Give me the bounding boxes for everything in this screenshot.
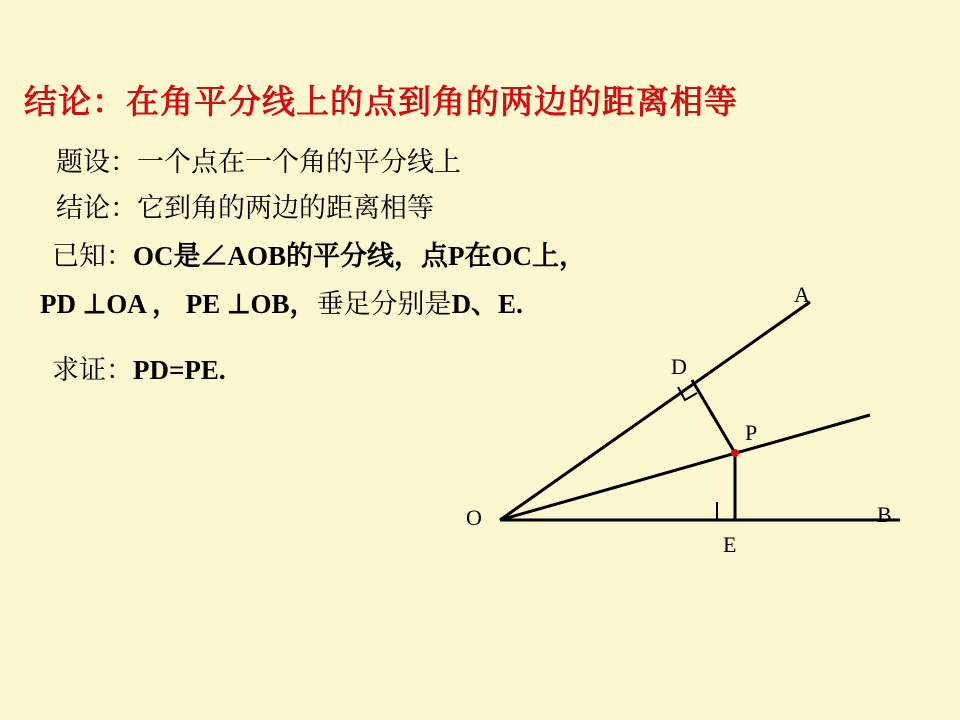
given-body: OC是∠AOB的平分线，点P在OC上， bbox=[133, 241, 587, 271]
ray-oa bbox=[500, 302, 810, 520]
label-b: B bbox=[877, 502, 892, 527]
label-p: P bbox=[745, 420, 758, 445]
given-foot-label: 垂足分别是 bbox=[316, 289, 452, 320]
text-line-prove bbox=[52, 348, 226, 387]
right-angle-mark-e bbox=[717, 502, 735, 520]
geometry-svg bbox=[440, 270, 940, 570]
prove-label: 求证： bbox=[52, 355, 133, 386]
given-foot-points: D、E. bbox=[451, 289, 523, 319]
ray-oc-bisector bbox=[500, 415, 870, 520]
given-perpendiculars: PD ⊥OA ， PE ⊥OB， bbox=[40, 289, 317, 319]
text-line-conclusion: 结论：它到角的两边的距离相等 bbox=[56, 193, 434, 224]
label-a: A bbox=[794, 282, 810, 307]
prove-body: PD=PE. bbox=[133, 355, 226, 385]
text-line-premise: 题设：一个点在一个角的平分线上 bbox=[56, 147, 461, 178]
label-e: E bbox=[723, 532, 737, 557]
segment-pd bbox=[692, 380, 735, 453]
label-d: D bbox=[671, 354, 687, 379]
point-p-marker bbox=[731, 449, 739, 457]
geometry-figure bbox=[440, 270, 940, 570]
given-label: 已知： bbox=[52, 241, 133, 272]
text-line-given-1 bbox=[52, 234, 586, 273]
label-o: O bbox=[466, 505, 482, 530]
page-title: 结论：在角平分线上的点到角的两边的距离相等 bbox=[24, 82, 738, 121]
